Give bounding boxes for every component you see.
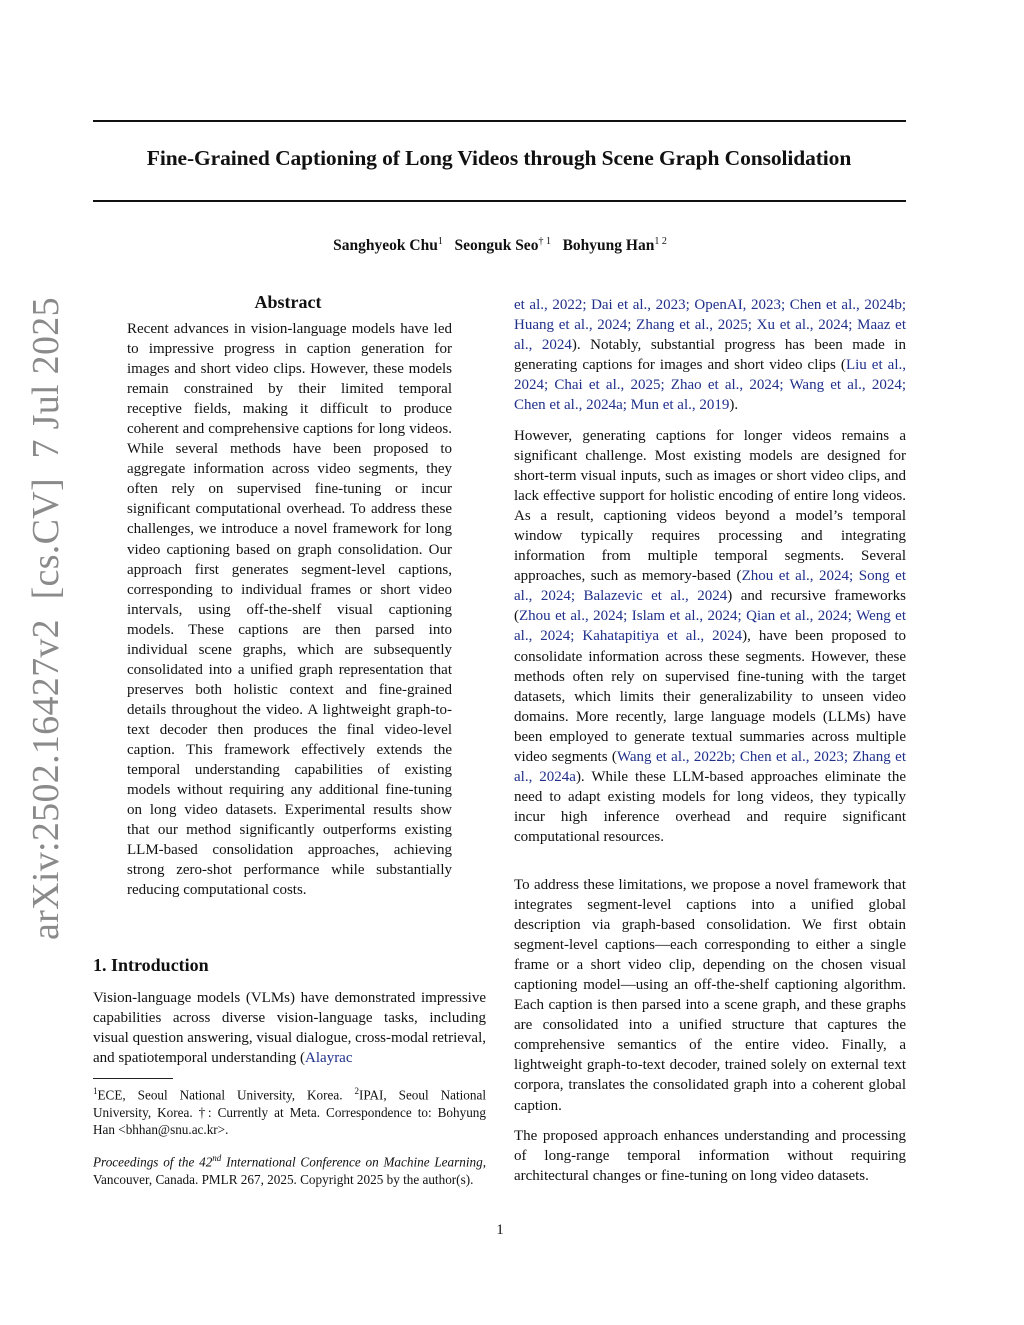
paragraph-text: However, generating captions for longer videos remains a significant challenge. Most existing models are designed for short-term visual inputs, such as images or short video clips, and lack effective support for holistic encoding of entire long videos. As a result, captioning videos beyond a model’s temporal window typically requires processing and integrating information from multiple temporal segments. Several approaches, such as memory-based ( [514,428,906,585]
citation-link[interactable]: Zhou et al., 2024; Islam et al., 2024; Qian et al., 2024; Weng et al., 2024; Kahatapitiya et al., 2024 [514,608,906,645]
proceedings-ordinal: nd [212,1153,222,1163]
footnote-marker: 1 [93,1086,98,1096]
footnote-rule [93,1078,173,1079]
title-bottom-rule [93,200,906,202]
proceedings-text: , Vancouver, Canada. PMLR 267, 2025. Copyright 2025 by the author(s). [93,1154,486,1187]
abstract-heading: Abstract [254,292,322,312]
author-name: Sanghyeok Chu [333,237,438,255]
arxiv-identifier: arXiv:2502.16427v2 [cs.CV] 7 Jul 2025 [25,297,67,940]
intro-paragraph [514,426,906,847]
author-affiliation: † 1 [538,236,551,247]
intro-paragraph: The proposed approach enhances understanding and processing of long-range temporal information without requiring architectural changes or fine-tuning on long video datasets. [514,1128,906,1185]
paragraph-text: ). Notably, substantial progress has been made in generating captions for images and short video clips ( [514,337,906,374]
author-name: Seonguk Seo [454,237,539,255]
citation-link[interactable]: Zhou et al., 2024; Song et al., 2024; Balazevic et al., 2024 [514,568,906,605]
author-affiliation: 1 [437,236,443,247]
citation-link[interactable]: Liu et al., 2024; Chai et al., 2025; Zhao et al., 2024; Wang et al., 2024; Chen et al., 2024a; Mun et al., 2019 [514,357,907,414]
author-name: Bohyung Han [562,237,655,255]
intro-paragraph [514,295,906,415]
paragraph-text: ) and recursive frameworks ( [514,588,906,625]
paper-title: Fine-Grained Captioning of Long Videos through Scene Graph Consolidation [146,146,852,170]
intro-paragraph: To address these limitations, we propose a novel framework that integrates segment-level captions into a unified global description via graph-based consolidation. We first obtain segment-level captions—each corresponding to either a single frame or a short video clip, depending on the chosen visual captioning model—using an off-the-shelf captioning algorithm. Each caption is then parsed into a scene graph, and these graphs are consolidated into a unified structure that captures the comprehensive semantics of the entire video. Finally, a lightweight graph-to-text decoder, trained solely on external text corpora, translates the consolidated graph into a coherent global caption. [514,877,906,1114]
footnote-text: ECE, Seoul National University, Korea. [97,1087,355,1103]
proceedings-italic: Proceedings of the 42 [93,1154,213,1170]
top-rule [93,120,906,122]
proceedings-note [93,1150,486,1188]
author-affiliation: 1 2 [654,236,667,247]
paragraph-text: Vision-language models (VLMs) have demonstrated impressive capabilities across diverse vision-language tasks, including visual question answering, visual dialogue, cross-modal retrieval, and spatiotemporal understanding ( [93,990,486,1067]
footnote-text: IPAI, Seoul National University, Korea. †: Currently at Meta. Correspondence to: Bohyung Han <bhhan@snu.ac.kr>. [93,1087,486,1138]
affiliation-footnote [93,1083,486,1139]
citation-link[interactable]: et al., 2022; Dai et al., 2023; OpenAI, 2023; Chen et al., 2024b; Huang et al., 2024; Zhang et al., 2025; Xu et al., 2024; Maaz et al., 2024 [514,297,906,354]
abstract-text: Recent advances in vision-language models have led to impressive progress in caption generation for images and short video clips. However, these models remain constrained by their limited temporal receptive fields, making it difficult to produce coherent and comprehensive captions for long videos. While several methods have been proposed to aggregate information across video segments, they often rely on supervised fine-tuning or incur significant computational overhead. To address these challenges, we introduce a novel framework for long video captioning based on graph consolidation. Our approach first generates segment-level captions, corresponding to individual frames or short video intervals, using off-the-shelf visual captioning models. These captions are then parsed into individual scene graphs, which are subsequently consolidated into a unified graph representation that preserves both holistic context and fine-grained details throughout the video. A lightweight graph-to-text decoder then produces the final video-level caption. This framework effectively extends the temporal understanding capabilities of existing models without requiring any additional fine-tuning on long video datasets. Experimental results show that our method significantly outperforms existing LLM-based consolidation approaches, achieving strong zero-shot performance while substantially reducing computational costs. [127,321,452,899]
citation-link[interactable]: Alayrac [305,1050,353,1067]
intro-paragraph [93,988,486,1068]
citation-link[interactable]: Wang et al., 2022b; Chen et al., 2023; Zhang et al., 2024a [514,748,906,785]
paragraph-text: ). [729,397,739,414]
paragraph-text: ), have been proposed to consolidate information across these segments. However, these methods often rely on supervised fine-tuning with the target datasets, which limits their generalizability to unseen video domains. More recently, large language models (LLMs) have been employed to generate textual summaries across multiple video segments ( [514,628,906,765]
author-list [0,236,1000,255]
section-heading-introduction: 1. Introduction [93,955,209,975]
proceedings-italic: International Conference on Machine Learning [221,1154,483,1170]
footnote-marker: 2 [354,1086,359,1096]
paragraph-text: ). While these LLM-based approaches eliminate the need to adapt existing models for long videos, they typically incur high inference overhead and require significant computational resources. [514,768,906,845]
page-number: 1 [496,1222,504,1238]
